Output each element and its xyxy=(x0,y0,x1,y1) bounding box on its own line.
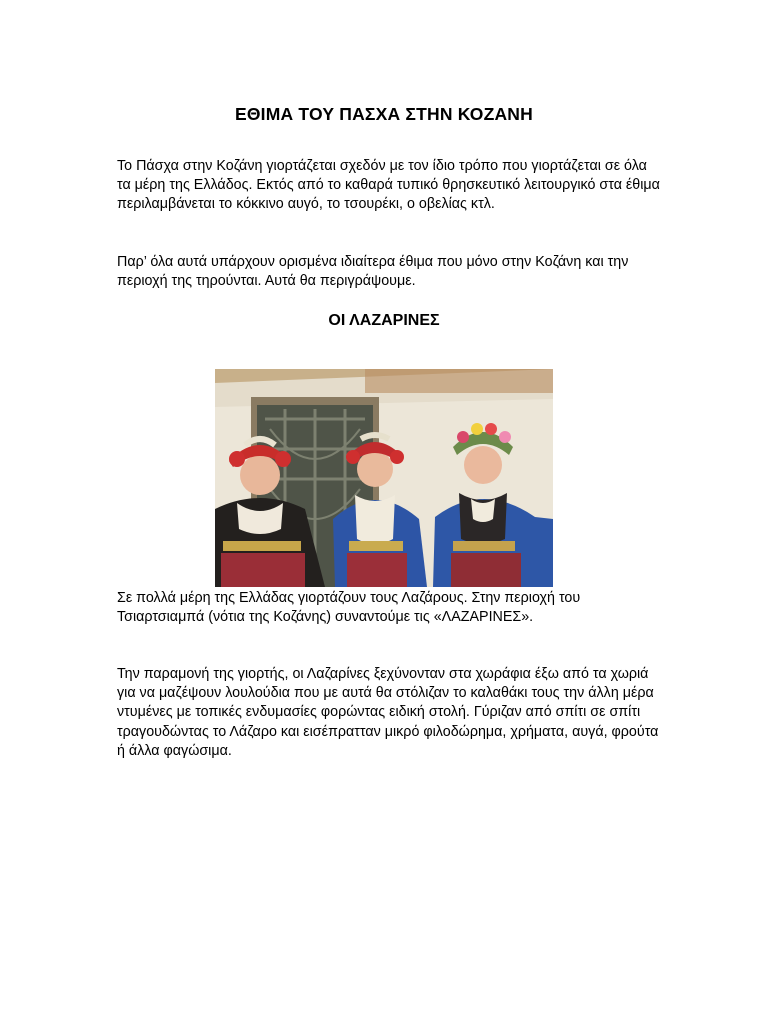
paragraph-lazarines: Σε πολλά μέρη της Ελλάδας γιορτάζουν τους Λαζάρους. Στην περιοχή του Τσιαρτσιαμπά (νότια της Κοζάνης) συναντούμε τις «ΛΑΖΑΡΙΝΕΣ». xyxy=(117,590,581,626)
paragraph-intro: Το Πάσχα στην Κοζάνη γιορτάζεται σχεδόν με τον ίδιο τρόπο που γιορτάζεται σε όλα τα μέρη της Ελλάδος. Εκτός από το καθαρά τυπικό θρησκευτικό λειτουργικό στα έθιμα περιλαμβάνεται το κόκκινο αυγό, το τσουρέκι, ο οβελίας κτλ. xyxy=(117,158,660,213)
page-title: ΕΘΙΜΑ ΤΟΥ ΠΑΣΧΑ ΣΤΗΝ ΚΟΖΑΝΗ xyxy=(235,104,533,124)
section-heading: ΟΙ ΛΑΖΑΡΙΝΕΣ xyxy=(328,312,440,329)
paragraph-customs: Παρ’ όλα αυτά υπάρχουν ορισμένα ιδιαίτερα έθιμα που μόνο στην Κοζάνη και την περιοχή της τηρούνται. Αυτά θα περιγράψουμε. xyxy=(117,254,629,290)
paragraph-eve: Την παραμονή της γιορτής, οι Λαζαρίνες ξεχύνονταν στα χωράφια έξω από τα χωριά για να μαζέψουν λουλούδια που με αυτά θα στόλιζαν το καλαθάκι τους την άλλη μέρα ντυμένες με τοπικές ενδυμασίες φορώντας ειδική στολή. Γύριζαν από σπίτι σε σπίτι τραγουδώντας το Λάζαρο και εισέπρατταν μικρό φιλοδώρημα, χρήματα, αυγά, φρούτα ή άλλα φαγώσιμα. xyxy=(117,666,659,759)
lazarines-photo xyxy=(215,369,553,587)
